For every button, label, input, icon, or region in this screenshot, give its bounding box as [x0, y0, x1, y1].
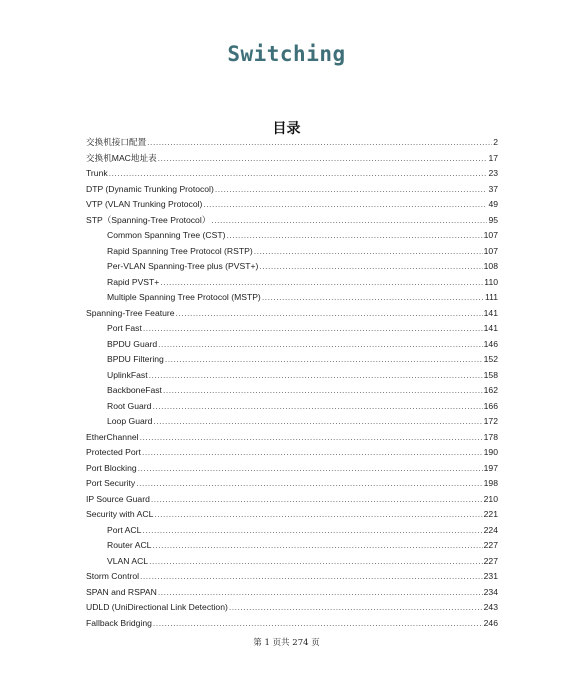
- dot-leader: [138, 461, 483, 477]
- toc-entry-page-number: 141: [483, 323, 498, 333]
- toc-entry-page-number: 107: [483, 230, 498, 240]
- toc-entry-page-number: 141: [483, 307, 498, 318]
- toc-entry-page-number: 162: [483, 385, 498, 395]
- toc-entry-page-number: 227: [483, 540, 498, 550]
- toc-entry[interactable]: [86, 135, 498, 151]
- toc-entry-title: SPAN and RSPAN: [86, 586, 157, 597]
- dot-leader: [165, 352, 483, 368]
- dot-leader: [152, 399, 482, 415]
- toc-entry[interactable]: [86, 399, 498, 415]
- toc-entry-title: STP（Spanning-Tree Protocol）: [86, 214, 211, 225]
- toc-entry-page-number: 37: [488, 183, 498, 194]
- toc-entry[interactable]: [86, 306, 498, 322]
- dot-leader: [229, 600, 483, 616]
- dot-leader: [262, 290, 484, 306]
- dot-leader: [143, 321, 483, 337]
- dot-leader: [154, 507, 482, 523]
- dot-leader: [158, 585, 483, 601]
- toc-entry[interactable]: [86, 151, 498, 167]
- toc-entry[interactable]: [86, 182, 498, 198]
- toc-entry[interactable]: [86, 228, 498, 244]
- toc-entry[interactable]: [86, 244, 498, 260]
- toc-entry-page-number: 178: [483, 431, 498, 442]
- dot-leader: [259, 259, 482, 275]
- toc-entry-title: Port Security: [86, 478, 136, 488]
- toc-entry[interactable]: [86, 538, 498, 554]
- toc-entry-page-number: 108: [483, 261, 498, 271]
- toc-entry[interactable]: [86, 600, 498, 616]
- toc-entry[interactable]: [86, 585, 498, 601]
- toc-entry[interactable]: [86, 352, 498, 368]
- toc-entry-title: Port Blocking: [86, 462, 137, 473]
- dot-leader: [140, 430, 483, 446]
- toc-entry[interactable]: [86, 197, 498, 213]
- toc-entry-page-number: 2: [493, 137, 498, 147]
- toc-entry[interactable]: [86, 492, 498, 508]
- dot-leader: [153, 414, 482, 430]
- toc-entry[interactable]: [86, 461, 498, 477]
- toc-entry-title: UDLD (UniDirectional Link Detection): [86, 602, 228, 612]
- dot-leader: [109, 166, 488, 182]
- toc-entry[interactable]: [86, 476, 498, 492]
- toc-entry[interactable]: [86, 290, 498, 306]
- toc-entry-title: Port ACL: [107, 524, 142, 535]
- toc-entry[interactable]: [86, 445, 498, 461]
- dot-leader: [163, 383, 483, 399]
- document-title: Switching: [227, 42, 346, 67]
- toc-entry-title: DTP (Dynamic Trunking Protocol): [86, 183, 214, 194]
- toc-entry-title: Router ACL: [107, 540, 152, 550]
- toc-entry-title: Port Fast: [107, 323, 142, 333]
- toc-entry-title: Multiple Spanning Tree Protocol (MSTP): [107, 292, 261, 302]
- toc-entry[interactable]: [86, 414, 498, 430]
- toc-entry[interactable]: [86, 383, 498, 399]
- dot-leader: [142, 445, 483, 461]
- toc-entry-title: Trunk: [86, 168, 108, 178]
- toc-entry-title: Rapid PVST+: [107, 276, 160, 287]
- toc-entry[interactable]: [86, 554, 498, 570]
- toc-entry-page-number: 246: [483, 617, 498, 628]
- toc-entry[interactable]: [86, 616, 498, 632]
- dot-leader: [211, 213, 487, 229]
- dot-leader: [152, 538, 482, 554]
- dot-leader: [136, 476, 482, 492]
- toc-entry-title: 交换机MAC地址表: [86, 152, 157, 163]
- toc-entry-page-number: 197: [483, 462, 498, 473]
- toc-entry[interactable]: [86, 166, 498, 182]
- toc-entry-page-number: 95: [488, 214, 498, 225]
- toc-entry-title: BPDU Filtering: [107, 354, 164, 364]
- toc-entry-title: BPDU Guard: [107, 338, 158, 349]
- toc-entry-title: EtherChannel: [86, 431, 139, 442]
- toc-entry[interactable]: [86, 259, 498, 275]
- dot-leader: [151, 492, 483, 508]
- toc-entry[interactable]: [86, 213, 498, 229]
- toc-entry-page-number: 152: [483, 354, 498, 364]
- toc-entry-title: Root Guard: [107, 400, 152, 411]
- toc-entry[interactable]: [86, 368, 498, 384]
- toc-entry-page-number: 49: [488, 199, 498, 209]
- toc-entry-page-number: 210: [483, 493, 498, 504]
- dot-leader: [160, 275, 483, 291]
- toc-entry[interactable]: [86, 569, 498, 585]
- table-of-contents: [86, 135, 498, 631]
- dot-leader: [140, 569, 483, 585]
- toc-entry-page-number: 172: [483, 416, 498, 426]
- toc-entry-title: Per-VLAN Spanning-Tree plus (PVST+): [107, 261, 259, 271]
- toc-entry-page-number: 110: [484, 276, 498, 287]
- dot-leader: [158, 337, 483, 353]
- toc-entry-title: Spanning-Tree Feature: [86, 307, 175, 318]
- toc-entry-title: Security with ACL: [86, 509, 154, 519]
- toc-entry[interactable]: [86, 337, 498, 353]
- dot-leader: [215, 182, 488, 198]
- toc-entry-page-number: 190: [483, 447, 498, 457]
- dot-leader: [176, 306, 483, 322]
- toc-entry-page-number: 111: [484, 292, 498, 302]
- toc-entry-page-number: 146: [483, 338, 498, 349]
- toc-entry[interactable]: [86, 507, 498, 523]
- toc-entry-title: Loop Guard: [107, 416, 153, 426]
- toc-entry[interactable]: [86, 523, 498, 539]
- toc-entry-page-number: 243: [483, 602, 498, 612]
- dot-leader: [142, 523, 482, 539]
- dot-leader: [147, 135, 492, 151]
- dot-leader: [149, 368, 483, 384]
- toc-entry-page-number: 224: [483, 524, 498, 535]
- toc-entry[interactable]: [86, 321, 498, 337]
- toc-entry-page-number: 221: [483, 509, 498, 519]
- toc-entry-page-number: 17: [488, 152, 498, 163]
- toc-entry-title: Rapid Spanning Tree Protocol (RSTP): [107, 245, 253, 256]
- toc-entry-title: VLAN ACL: [107, 555, 149, 566]
- toc-entry-title: Fallback Bridging: [86, 617, 152, 628]
- toc-entry-title: Storm Control: [86, 571, 140, 581]
- toc-entry-page-number: 158: [483, 369, 498, 380]
- dot-leader: [153, 616, 483, 632]
- dot-leader: [158, 151, 488, 167]
- toc-entry-title: IP Source Guard: [86, 493, 150, 504]
- toc-entry[interactable]: [86, 275, 498, 291]
- dot-leader: [226, 228, 482, 244]
- toc-entry[interactable]: [86, 430, 498, 446]
- toc-entry-page-number: 23: [488, 168, 498, 178]
- toc-entry-page-number: 166: [483, 400, 498, 411]
- toc-entry-title: UplinkFast: [107, 369, 148, 380]
- toc-heading: 目录: [272, 120, 301, 137]
- toc-entry-title: Protected Port: [86, 447, 141, 457]
- dot-leader: [149, 554, 483, 570]
- toc-entry-title: BackboneFast: [107, 385, 162, 395]
- dot-leader: [254, 244, 483, 260]
- toc-entry-title: Common Spanning Tree (CST): [107, 230, 226, 240]
- toc-entry-page-number: 107: [483, 245, 498, 256]
- toc-entry-title: 交换机接口配置: [86, 137, 147, 147]
- page-footer: 第 1 页共 274 页: [253, 638, 320, 648]
- dot-leader: [203, 197, 487, 213]
- toc-entry-page-number: 231: [483, 571, 498, 581]
- toc-entry-page-number: 234: [483, 586, 498, 597]
- toc-entry-page-number: 227: [483, 555, 498, 566]
- toc-entry-title: VTP (VLAN Trunking Protocol): [86, 199, 203, 209]
- toc-entry-page-number: 198: [483, 478, 498, 488]
